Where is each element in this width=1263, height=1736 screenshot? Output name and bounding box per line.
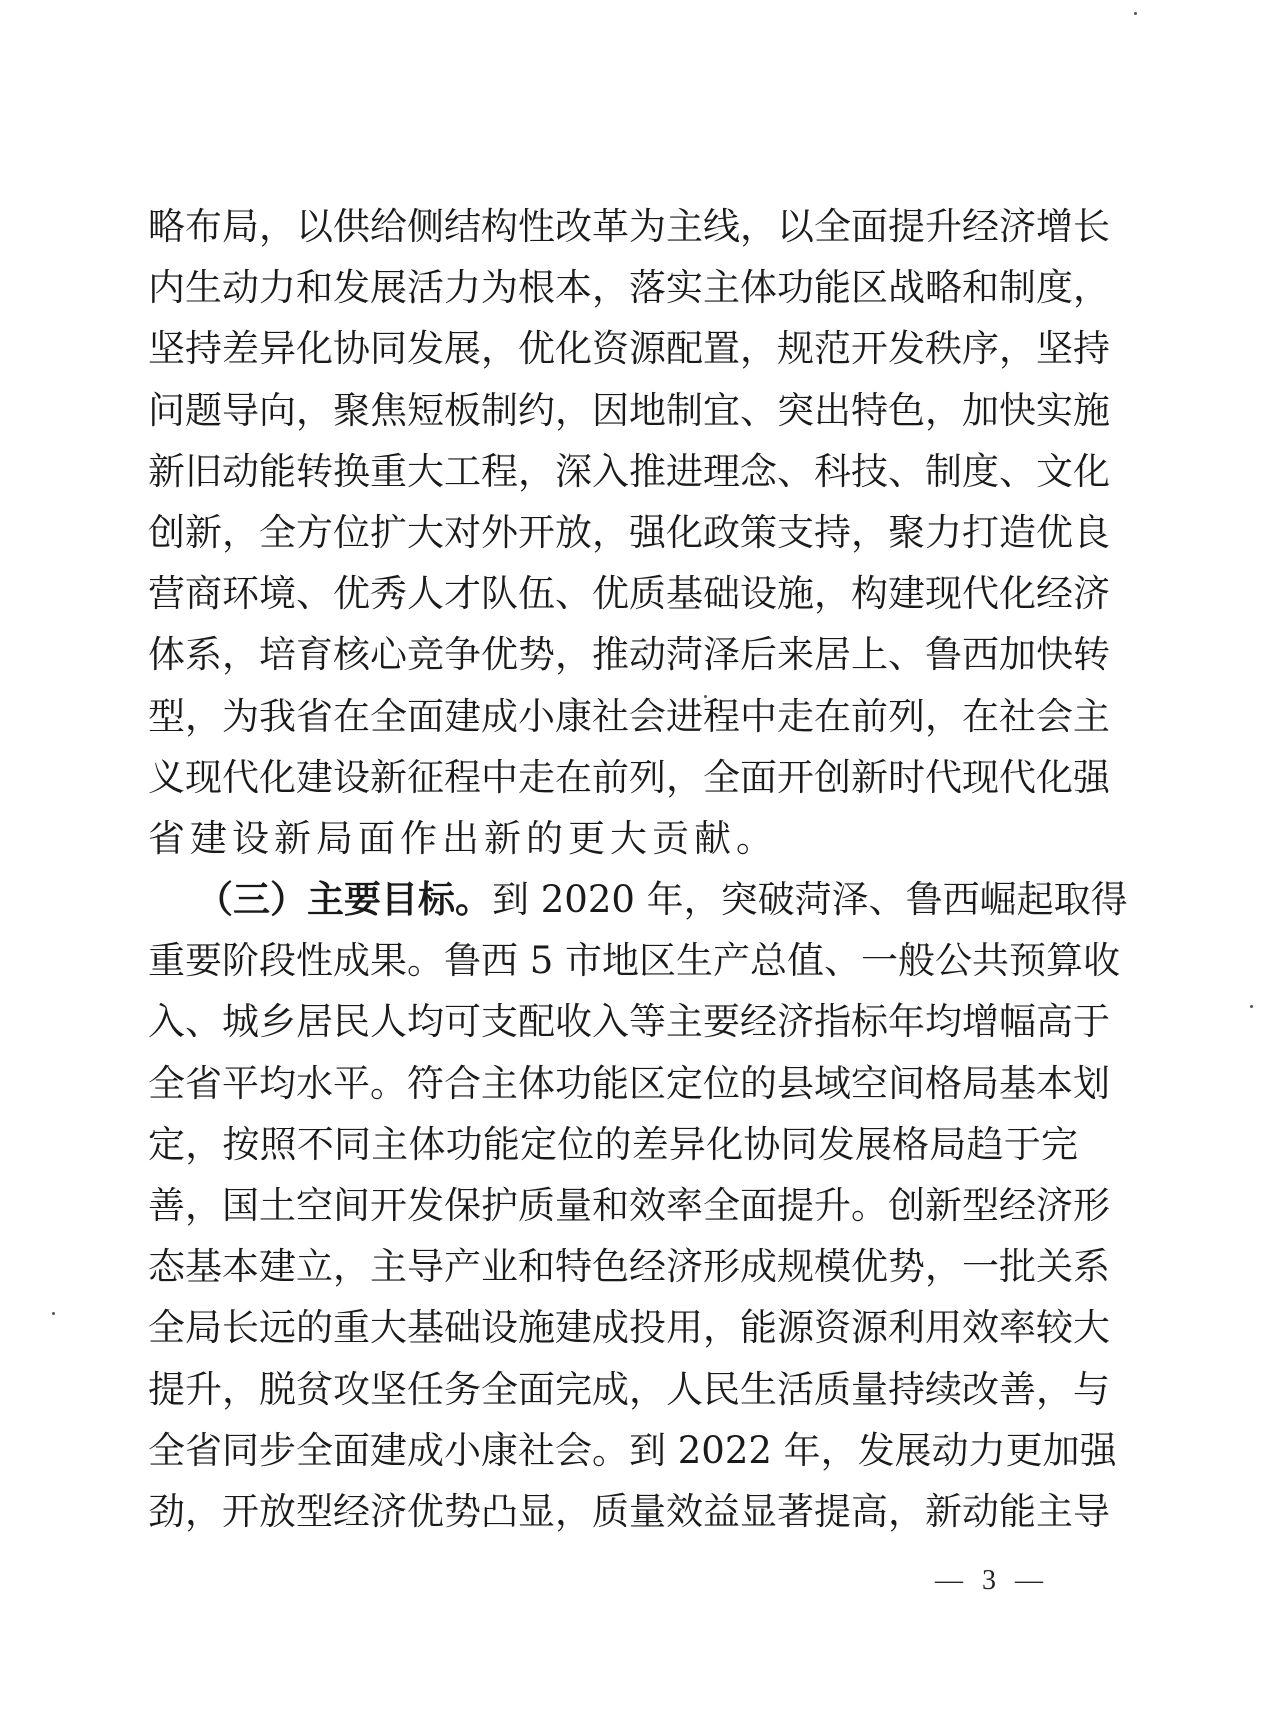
paragraph-line: 略布局，以供给侧结构性改革为主线，以全面提升经济增长	[148, 205, 1110, 248]
paragraph-line: 劲，开放型经济优势凸显，质量效益显著提高，新动能主导	[148, 1489, 1110, 1533]
paragraph-line: 全局长远的重大基础设施建成投用，能源资源利用效率较大	[148, 1306, 1110, 1350]
paragraph-line: 创新，全方位扩大对外开放，强化政策支持，聚力打造优良	[148, 510, 1110, 554]
scan-speck	[1134, 12, 1137, 15]
paragraph-line: 营商环境、优秀人才队伍、优质基础设施，构建现代化经济	[148, 572, 1110, 616]
section-heading-line	[148, 869, 1128, 930]
paragraph-line: 坚持差异化协同发展，优化资源配置，规范开发秩序，坚持	[148, 327, 1110, 371]
paragraph-line: 新旧动能转换重大工程，深入推进理念、科技、制度、文化	[148, 449, 1110, 493]
paragraph-line: 问题导向，聚焦短板制约，因地制宜、突出特色，加快实施	[148, 388, 1110, 432]
paragraph-line: 体系，培育核心竞争优势，推动菏泽后来居上、鲁西加快转	[148, 633, 1110, 677]
paragraph-line: 省建设新局面作出新的更大贡献。	[148, 816, 778, 860]
paragraph-line: 入、城乡居民人均可支配收入等主要经济指标年均增幅高于	[148, 1000, 1110, 1044]
paragraph-line: 全省平均水平。符合主体功能区定位的县域空间格局基本划	[148, 1061, 1110, 1105]
paragraph-line: 善，国土空间开发保护质量和效率全面提升。创新型经济形	[148, 1184, 1110, 1227]
paragraph-line: 型，为我省在全面建成小康社会进程中走在前列，在社会主	[148, 694, 1110, 738]
paragraph-line: 全省同步全面建成小康社会。到 2022 年，发展动力更加强	[148, 1428, 1117, 1472]
page-number: — 3 —	[935, 1565, 1049, 1596]
paragraph-line: 重要阶段性成果。鲁西 5 市地区生产总值、一般公共预算收	[148, 939, 1121, 983]
paragraph-line: 内生动力和发展活力为根本，落实主体功能区战略和制度，	[148, 266, 1110, 310]
paragraph-line: 态基本建立，主导产业和特色经济形成规模优势，一批关系	[148, 1245, 1110, 1289]
section-heading: （三）主要目标。	[196, 878, 492, 922]
paragraph-line: 定，按照不同主体功能定位的差异化协同发展格局趋于完	[148, 1122, 1078, 1166]
body-text	[148, 196, 1128, 1542]
paragraph-line: 提升，脱贫攻坚任务全面完成，人民生活质量持续改善，与	[148, 1367, 1110, 1411]
paragraph-line: 义现代化建设新征程中走在前列，全面开创新时代现代化强	[148, 755, 1110, 799]
scan-speck	[1250, 1005, 1253, 1008]
scan-speck	[52, 1312, 55, 1315]
paragraph-line-rest: 到 2020 年，突破菏泽、鲁西崛起取得	[492, 878, 1128, 922]
